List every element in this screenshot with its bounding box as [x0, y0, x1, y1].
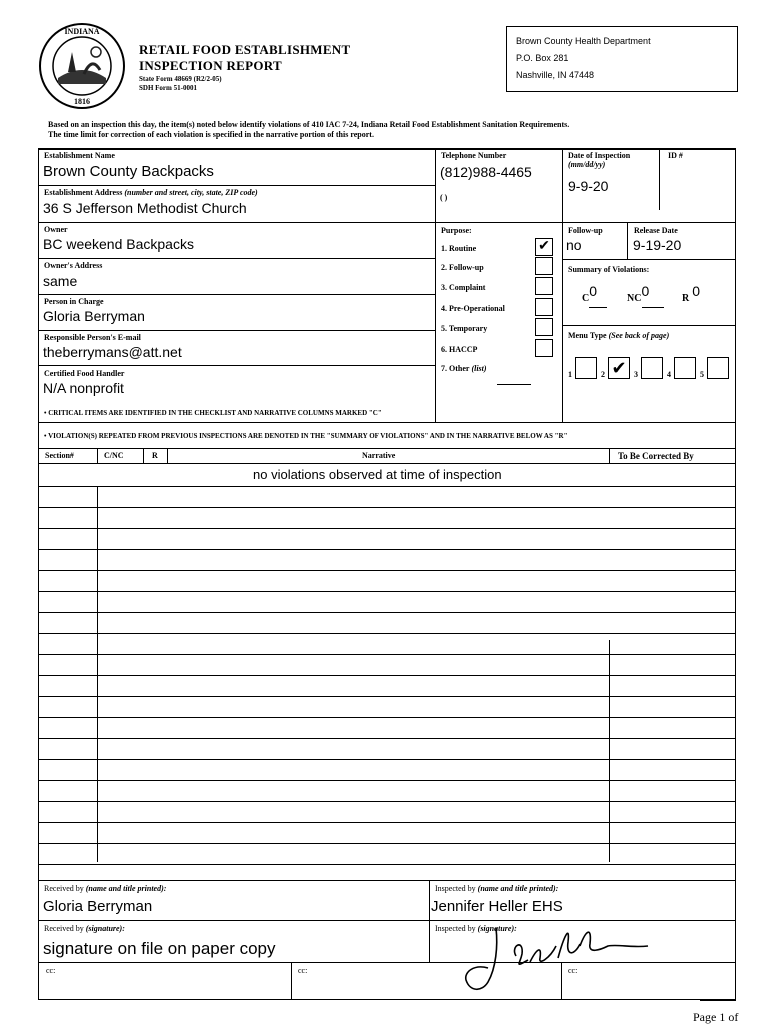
- repeat-violations-note: • VIOLATION(S) REPEATED FROM PREVIOUS INSPECTIONS ARE DENOTED IN THE "SUMMARY OF VIOLATIONS" AND IN THE NARRATIVE BELOW AS "R": [44, 432, 568, 440]
- summary-nc-value[interactable]: 0: [641, 283, 650, 299]
- certified-food-handler-label: Certified Food Handler: [44, 369, 125, 378]
- narrative-row-line: [38, 696, 736, 697]
- id-label: ID #: [668, 151, 683, 160]
- form-title: RETAIL FOOD ESTABLISHMENT: [139, 42, 351, 57]
- narrative-row-line: [38, 822, 736, 823]
- release-date-value[interactable]: 9-19-20: [633, 237, 682, 253]
- menu-type-checkbox[interactable]: [707, 357, 729, 379]
- purpose-option-label: 7. Other (list): [441, 364, 487, 373]
- narrative-row-line: [38, 738, 736, 739]
- inspected-by-signature-label: Inspected by (signature):: [435, 924, 517, 933]
- narrative-row-line: [38, 612, 736, 613]
- owner-label: Owner: [44, 225, 68, 234]
- menu-type-label: Menu Type (See back of page): [568, 331, 670, 340]
- page-number-footer: Page 1 of: [693, 1010, 739, 1024]
- certified-food-handler-value[interactable]: N/A nonprofit: [43, 380, 124, 396]
- narrative-line-1[interactable]: no violations observed at time of inspection: [253, 467, 502, 482]
- establishment-name-value[interactable]: Brown County Backpacks: [43, 163, 214, 180]
- narrative-row-line: [38, 528, 736, 529]
- state-seal-logo: [38, 22, 126, 110]
- menu-type-checkbox[interactable]: [575, 357, 597, 379]
- received-by-printed-value[interactable]: Gloria Berryman: [43, 898, 153, 915]
- purpose-option-label: 1. Routine: [441, 244, 477, 253]
- svg-text:1816: 1816: [74, 97, 90, 106]
- owner-value[interactable]: BC weekend Backpacks: [43, 236, 194, 252]
- cc-1-label: cc:: [46, 966, 56, 975]
- purpose-option-label: 6. HACCP: [441, 345, 478, 354]
- follow-up-value[interactable]: no: [566, 237, 582, 253]
- summary-label: Summary of Violations:: [568, 265, 650, 274]
- narrative-row-line: [38, 570, 736, 571]
- inspected-by-printed-label: Inspected by (name and title printed):: [435, 884, 559, 893]
- form-subtitle: INSPECTION REPORT: [139, 58, 282, 73]
- cc-3-label: cc:: [568, 966, 578, 975]
- menu-type-number: 2: [601, 370, 605, 379]
- responsible-email-label: Responsible Person's E-mail: [44, 333, 141, 342]
- telephone-2-value[interactable]: ( ): [440, 193, 448, 202]
- narrative-row-line: [38, 507, 736, 508]
- person-in-charge-value[interactable]: Gloria Berryman: [43, 308, 145, 324]
- narrative-row-line: [38, 591, 736, 592]
- intro-line-1: Based on an inspection this day, the item(s) noted below identify violations of 410 IAC 7-24, Indiana Retail Food Establishment Sanitation Requirements.: [48, 120, 570, 129]
- narrative-section-divider: [97, 486, 98, 862]
- narrative-row-line: [38, 717, 736, 718]
- menu-type-number: 1: [568, 370, 572, 379]
- col-r-header: R: [152, 451, 158, 460]
- col-cnc-header: C/NC: [104, 451, 124, 460]
- intro-line-2: The time limit for correction of each violation is specified in the narrative portion of this report.: [48, 130, 374, 139]
- col-section-header: Section#: [45, 451, 74, 460]
- purpose-checkbox[interactable]: ✔: [535, 238, 553, 256]
- establishment-address-label: Establishment Address (number and street, city, state, ZIP code): [44, 188, 258, 197]
- received-by-printed-label: Received by (name and title printed):: [44, 884, 167, 893]
- purpose-option-label: 2. Follow-up: [441, 263, 484, 272]
- narrative-row-line: [38, 654, 736, 655]
- date-format-hint: (mm/dd/yy): [568, 160, 606, 169]
- owners-address-label: Owner's Address: [44, 261, 103, 270]
- date-of-inspection-value[interactable]: 9-9-20: [568, 178, 609, 194]
- purpose-checkbox[interactable]: [535, 298, 553, 316]
- purpose-option-label: 4. Pre-Operational: [441, 304, 505, 313]
- narrative-row-line: [38, 759, 736, 760]
- summary-c-value[interactable]: 0: [589, 283, 598, 299]
- purpose-checkbox[interactable]: [535, 277, 553, 295]
- narrative-row-line: [38, 486, 736, 487]
- narrative-row-line: [38, 549, 736, 550]
- col-narrative-header: Narrative: [362, 451, 396, 460]
- telephone-label: Telephone Number: [441, 151, 507, 160]
- menu-type-checkbox[interactable]: ✔: [608, 357, 630, 379]
- date-of-inspection-label: Date of Inspection: [568, 151, 631, 160]
- person-in-charge-label: Person in Charge: [44, 297, 104, 306]
- summary-r-value[interactable]: 0: [692, 283, 701, 299]
- owners-address-value[interactable]: same: [43, 273, 78, 289]
- purpose-label: Purpose:: [441, 226, 472, 235]
- menu-type-number: 5: [700, 370, 704, 379]
- purpose-option-label: 3. Complaint: [441, 283, 486, 292]
- summary-r: R 0: [682, 283, 701, 304]
- department-name: Brown County Health Department: [516, 36, 651, 46]
- narrative-row-line: [38, 801, 736, 802]
- narrative-row-line: [38, 864, 736, 865]
- establishment-name-label: Establishment Name: [44, 151, 115, 160]
- menu-type-checkbox[interactable]: [641, 357, 663, 379]
- inspected-by-printed-value[interactable]: Jennifer Heller EHS: [431, 898, 563, 915]
- critical-items-note: • CRITICAL ITEMS ARE IDENTIFIED IN THE CHECKLIST AND NARRATIVE COLUMNS MARKED "C": [44, 409, 382, 417]
- establishment-address-value[interactable]: 36 S Jefferson Methodist Church: [43, 200, 247, 216]
- menu-type-number: 4: [667, 370, 671, 379]
- narrative-row-line: [38, 633, 736, 634]
- purpose-option-label: 5. Temporary: [441, 324, 488, 333]
- purpose-other-line[interactable]: [497, 384, 531, 385]
- narrative-row-line: [38, 675, 736, 676]
- received-by-signature-value[interactable]: signature on file on paper copy: [43, 939, 276, 958]
- purpose-checkbox[interactable]: [535, 257, 553, 275]
- narrative-corrected-divider: [609, 640, 610, 862]
- menu-type-checkbox[interactable]: [674, 357, 696, 379]
- inspector-signature: [458, 916, 658, 1000]
- purpose-checkbox[interactable]: [535, 318, 553, 336]
- state-form-number: State Form 48669 (R2/2-05): [139, 75, 222, 83]
- follow-up-label: Follow-up: [568, 226, 603, 235]
- col-corrected-by-header: To Be Corrected By: [618, 451, 694, 461]
- received-by-signature-label: Received by (signature):: [44, 924, 125, 933]
- narrative-row-line: [38, 843, 736, 844]
- cc-2-label: cc:: [298, 966, 308, 975]
- summary-nc: NC0: [627, 283, 650, 304]
- release-date-label: Release Date: [634, 226, 678, 235]
- department-city: Nashville, IN 47448: [516, 70, 595, 80]
- menu-type-number: 3: [634, 370, 638, 379]
- telephone-value[interactable]: (812)988-4465: [440, 164, 532, 180]
- summary-c: C0: [582, 283, 598, 304]
- narrative-row-line: [38, 780, 736, 781]
- purpose-option-hint: (list): [469, 364, 487, 373]
- sdh-form-number: SDH Form 51-0001: [139, 84, 197, 92]
- svg-text:INDIANA: INDIANA: [64, 27, 100, 36]
- purpose-checkbox[interactable]: [535, 339, 553, 357]
- responsible-email-value[interactable]: theberrymans@att.net: [43, 344, 182, 360]
- department-address: P.O. Box 281: [516, 53, 569, 63]
